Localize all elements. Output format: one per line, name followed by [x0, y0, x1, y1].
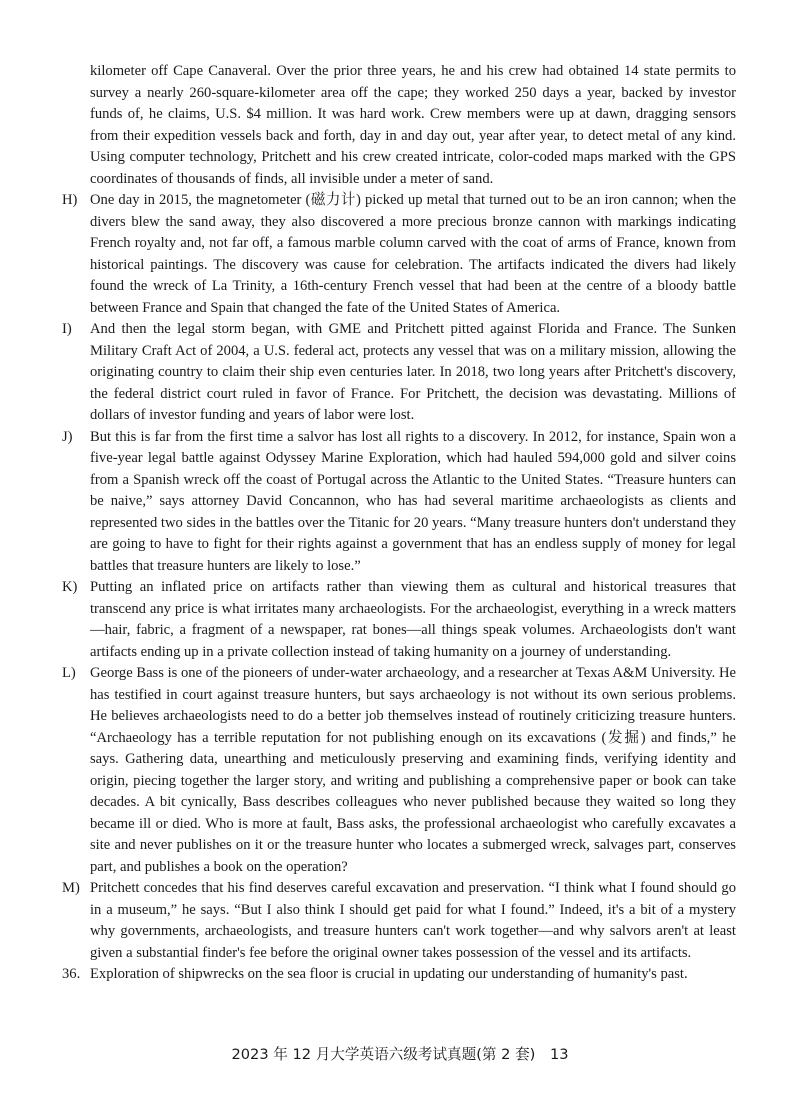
paragraph-text: Putting an inflated price on artifacts rather than viewing them as cultural and historical treasures that transcend any price is what irritates many archaeologists. For the archaeologist, everything in a wreck matters—hair, fabric, a fragment of a newspaper, rat bones—all things speak volumes. Archaeologists don't want artifacts ending up in a private collection instead of taking humanity on a journey of understanding. — [90, 579, 736, 660]
paragraph-text: But this is far from the first time a salvor has lost all rights to a discovery. In 2012, for instance, Spain won a five-year legal battle against Odyssey Marine Exploration, which had hauled 594,000 gold and silver coins from a Spanish wreck off the coast of Portugal across the Atlantic to the United States. “Treasure hunters can be naive,” says attorney David Concannon, who has had several maritime archaeologists as clients and represented two sides in the battles over the Titanic for 20 years. “Many treasure hunters don't understand they are going to have to fight for their rights against a government that has an endless supply of money for legal battles that treasure hunters are likely to lose.” — [90, 428, 736, 574]
paragraph-label: H) — [62, 192, 78, 208]
paragraph-label: I) — [62, 321, 72, 337]
question-number: 36. — [62, 966, 81, 982]
paragraph-m — [62, 878, 736, 964]
paragraph-text: George Bass is one of the pioneers of under-water archaeology, and a researcher at Texas A&M University. He has testified in court against treasure hunters, but says archaeology is not without its own serious problems. He believes archaeologists need to do a better job themselves instead of routinely criticizing treasure hunters. “Archaeology has a terrible reputation for not publishing enough on its excavations (发掘) and finds,” he says. Gathering data, unearthing and meticulously preserving and examining finds, verifying identity and origin, piecing together the larger story, and writing and publishing a comprehensive paper or book can take decades. A bit cynically, Bass describes colleagues who never published because they waited so long they became ill or died. Who is more at fault, Bass asks, the professional archaeologist who carefully excavates a site and never publishes on it or the treasure hunter who locates a submerged wreck, salvages part, conserves part, and publishes a book on the operation? — [90, 665, 736, 875]
question-36 — [62, 964, 736, 986]
paragraph-text: Pritchett concedes that his find deserves careful excavation and preservation. “I think what I found should go in a museum,” he says. “But I also think I should get paid for what I found.” Indeed, it's a bit of a mystery why governments, archaeologists, and treasure hunters can't work together—and why salvors aren't at least given a substantial finder's fee before the original owner takes possession of the vessel and its artifacts. — [90, 880, 736, 961]
paragraph-k — [62, 577, 736, 663]
paragraph-g-continuation: kilometer off Cape Canaveral. Over the prior three years, he and his crew had obtained 14 state permits to survey a nearly 260-square-kilometer area off the cape; they worked 250 days a year, backed by investor funds of, he claims, U.S. $4 million. It was hard work. Crew members were up at dawn, dragging sensors from their expedition vessels back and forth, day in and day out, year after year, to detect metal of any kind. Using computer technology, Pritchett and his crew created intricate, color-coded maps marked with the GPS coordinates of thousands of finds, all invisible under a meter of sand. — [90, 63, 736, 187]
paragraph-label: M) — [62, 880, 80, 896]
paragraph-i — [62, 319, 736, 427]
paragraph-l — [62, 663, 736, 878]
paragraph-label: K) — [62, 579, 78, 595]
paragraph-text: And then the legal storm began, with GME and Pritchett pitted against Florida and France. The Sunken Military Craft Act of 2004, a U.S. federal act, protects any vessel that was on a military mission, allowing the originating country to claim their ship even centuries later. In 2018, two long years after Pritchett's discovery, the federal district court ruled in favor of France. For Pritchett, the decision was devastating. Millions of dollars of investor funding and years of labor were lost. — [90, 321, 736, 423]
paragraph-label: L) — [62, 665, 76, 681]
paragraph-text: One day in 2015, the magnetometer (磁力计) picked up metal that turned out to be an iron cannon; when the divers blew the sand away, they also discovered a more precious bronze cannon with markings indicating French royalty and, not far off, a famous marble column carved with the coat of arms of France, known from historical paintings. The discovery was cause for celebration. The artifacts indicated the divers had likely found the wreck of La Trinity, a 16th-century French vessel that had been at the centre of a bloody battle between France and Spain that changed the fate of the United States of America. — [90, 192, 736, 316]
paragraph-h — [62, 190, 736, 319]
question-text: Exploration of shipwrecks on the sea floor is crucial in updating our understanding of humanity's past. — [90, 966, 688, 982]
document-page — [62, 61, 736, 986]
paragraph-j — [62, 427, 736, 578]
paragraph-label: J) — [62, 428, 73, 445]
page-footer: 2023 年 12 月大学英语六级考试真题(第 2 套) 13 — [231, 1046, 569, 1063]
